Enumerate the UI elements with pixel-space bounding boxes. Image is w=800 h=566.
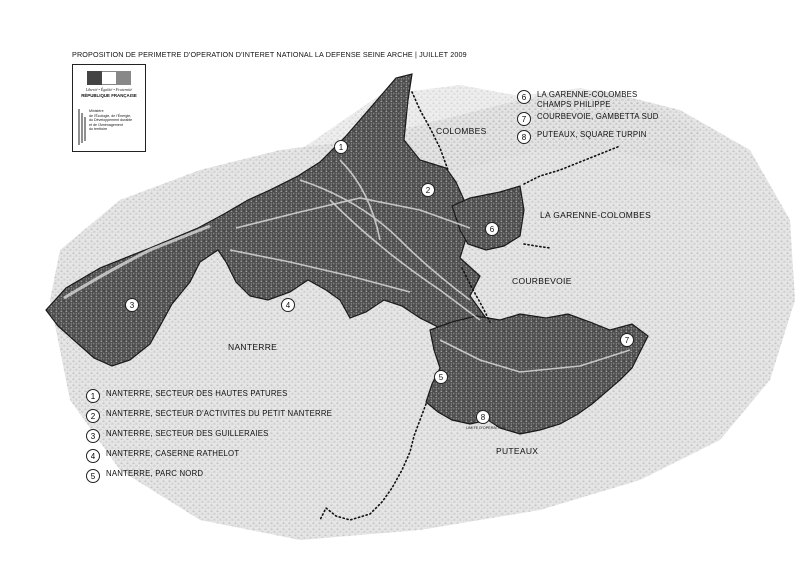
- page-title: PROPOSITION DE PERIMETRE D'OPERATION D'INTERET NATIONAL LA DEFENSE SEINE ARCHE | JUILLET 2009: [72, 50, 467, 59]
- zone-marker-8: 8: [476, 410, 490, 424]
- government-logo: [72, 64, 146, 152]
- legend-number: 7: [517, 112, 531, 126]
- legend-number: 3: [86, 429, 100, 443]
- legend-text: NANTERRE, SECTEUR DES HAUTES PATURES: [106, 389, 288, 398]
- ministry-line: de l'Écologie, de l'Énergie,: [89, 113, 132, 118]
- zone-marker-6: 6: [485, 222, 499, 236]
- legend-text: LA GARENNE-COLOMBES: [537, 90, 638, 99]
- legend-item: [86, 409, 332, 423]
- ministry-line: et de l'Aménagement: [89, 122, 123, 127]
- legend-number: 2: [86, 409, 100, 423]
- legend-number: 6: [517, 90, 531, 104]
- legend-text: NANTERRE, SECTEUR D'ACTIVITES DU PETIT NANTERRE: [106, 409, 333, 418]
- logo-republic: RÉPUBLIQUE FRANÇAISE: [81, 93, 137, 98]
- legend-text: NANTERRE, SECTEUR DES GUILLERAIES: [106, 429, 269, 438]
- legend-item: [517, 130, 647, 144]
- legend-number: 4: [86, 449, 100, 463]
- zone-marker-2: 2: [421, 183, 435, 197]
- ministry-line: du Développement durable: [89, 118, 133, 123]
- zone-marker-4: 4: [281, 298, 295, 312]
- legend-number: 5: [86, 469, 100, 483]
- legend-item: [86, 469, 203, 483]
- zone-marker-5: 5: [434, 370, 448, 384]
- legend-number: 8: [517, 130, 531, 144]
- place-colombes: COLOMBES: [436, 126, 487, 136]
- tricolor-flag-icon: [87, 71, 131, 85]
- legend-text: NANTERRE, CASERNE RATHELOT: [106, 449, 240, 458]
- legend-text: NANTERRE, PARC NORD: [106, 469, 204, 478]
- zone-marker-3: 3: [125, 298, 139, 312]
- operation-limit-label: LIMITE D'OPÉRATION: [466, 426, 505, 430]
- legend-item: [86, 449, 239, 463]
- legend-item: [86, 429, 269, 443]
- ministry-line: Ministère: [89, 109, 104, 113]
- place-nanterre: NANTERRE: [228, 342, 278, 352]
- legend-item: [517, 90, 637, 109]
- logo-ministry: [89, 109, 143, 132]
- legend-text: PUTEAUX, SQUARE TURPIN: [537, 130, 647, 139]
- legend-text: COURBEVOIE, GAMBETTA SUD: [537, 112, 659, 121]
- ministry-stripes-icon: [77, 107, 87, 147]
- ministry-line: du territoire: [89, 127, 108, 132]
- legend-number: 1: [86, 389, 100, 403]
- zone-marker-1: 1: [334, 140, 348, 154]
- legend-item: [86, 389, 288, 403]
- place-courbevoie: COURBEVOIE: [512, 276, 572, 286]
- place-la-garenne-colombes: LA GARENNE-COLOMBES: [540, 210, 652, 220]
- legend-item: [517, 112, 659, 126]
- zone-marker-7: 7: [620, 333, 634, 347]
- legend-text: CHAMPS PHILIPPE: [537, 99, 611, 109]
- logo-motto: Liberté • Égalité • Fraternité: [85, 87, 133, 92]
- place-puteaux: PUTEAUX: [496, 446, 539, 456]
